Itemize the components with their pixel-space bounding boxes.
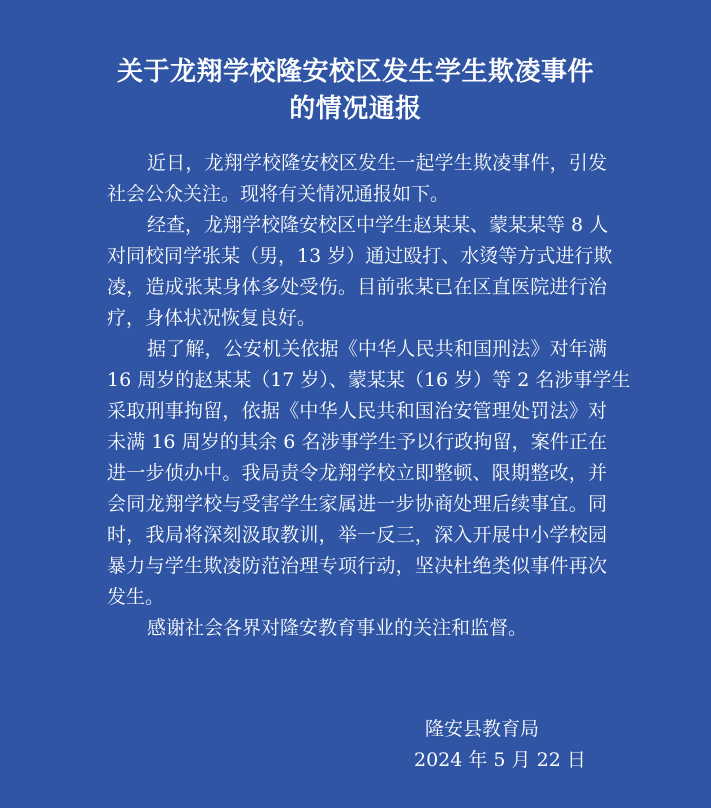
title-line-1: 关于龙翔学校隆安校区发生学生欺凌事件 xyxy=(116,57,594,87)
paragraph-line: 未满 16 周岁的其余 6 名涉事学生予以行政拘留，案件正在 xyxy=(107,431,607,453)
signature-date: 2024 年 5 月 22 日 xyxy=(414,749,586,771)
paragraph-line: 采取刑事拘留，依据《中华人民共和国治安管理处罚法》对 xyxy=(107,400,607,422)
paragraph xyxy=(107,210,613,334)
paragraph-line: 社会公众关注。现将有关情况通报如下。 xyxy=(107,183,450,205)
paragraph-line: 近日，龙翔学校隆安校区发生一起学生欺凌事件，引发 xyxy=(147,152,607,174)
document-body xyxy=(107,148,631,644)
document-title xyxy=(0,54,711,128)
paragraph-line: 时，我局将深刻汲取教训，举一反三，深入开展中小学校园 xyxy=(107,524,607,546)
paragraph xyxy=(107,148,607,210)
paragraph-line: 进一步侦办中。我局责令龙翔学校立即整顿、限期整改，并 xyxy=(107,462,607,484)
paragraph xyxy=(107,334,631,613)
paragraph-line: 暴力与学生欺凌防范治理专项行动，坚决杜绝类似事件再次 xyxy=(107,555,607,577)
paragraph-line: 16 周岁的赵某某（17 岁）、蒙某某（16 岁）等 2 名涉事学生 xyxy=(107,369,631,391)
paragraph-line: 对同校同学张某（男，13 岁）通过殴打、水烫等方式进行欺 xyxy=(107,245,613,267)
paragraph xyxy=(107,613,607,644)
paragraph-line: 据了解，公安机关依据《中华人民共和国刑法》对年满 xyxy=(147,338,607,360)
paragraph-line: 疗，身体状况恢复良好。 xyxy=(107,307,317,329)
paragraph-line: 经查，龙翔学校隆安校区中学生赵某某、蒙某某等 8 人 xyxy=(147,214,609,236)
paragraph-line: 发生。 xyxy=(107,586,165,608)
title-line-2: 的情况通报 xyxy=(289,94,422,124)
paragraph-line: 凌，造成张某身体多处受伤。目前张某已在区直医院进行治 xyxy=(107,276,607,298)
paragraph-line: 感谢社会各界对隆安教育事业的关注和监督。 xyxy=(147,617,528,639)
paragraph-line: 会同龙翔学校与受害学生家属进一步协商处理后续事宜。同 xyxy=(107,493,607,515)
signature-organization: 隆安县教育局 xyxy=(425,718,540,740)
